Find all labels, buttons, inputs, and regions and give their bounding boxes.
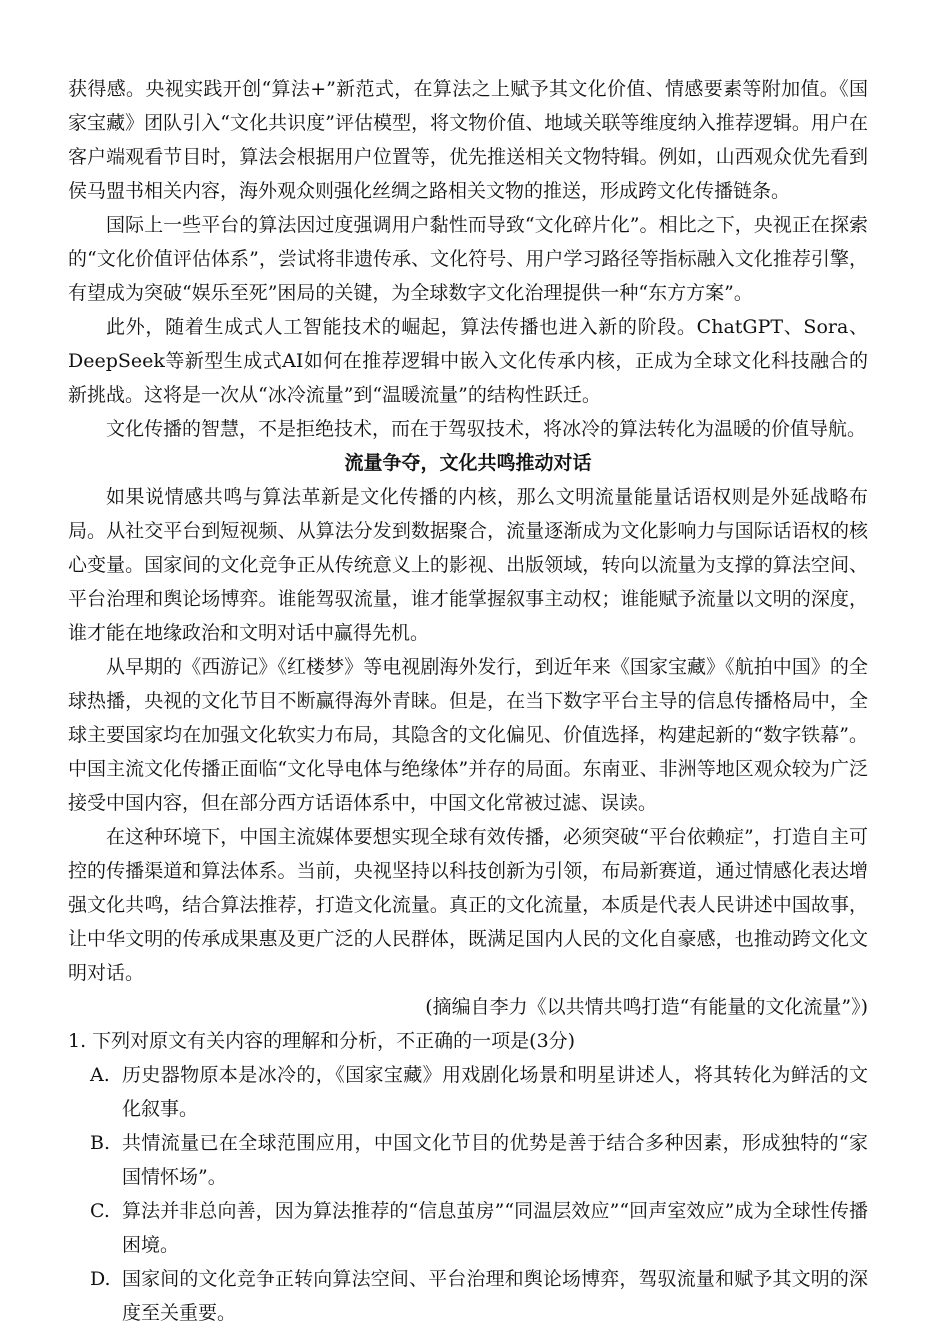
- body-paragraph: 国际上一些平台的算法因过度强调用户黏性而导致“文化碎片化”。相比之下，央视正在探索的“文化价值评估体系”，尝试将非遗传承、文化符号、用户学习路径等指标融入文化推荐引擎，有望成为突破“娱乐至死”困局的关键，为全球数字文化治理提供一种“东方方案”。: [68, 214, 868, 304]
- option-text: 历史器物原本是冰冷的，《国家宝藏》用戏剧化场景和明星讲述人，将其转化为鲜活的文化叙事。: [122, 1064, 868, 1120]
- answer-option-c: [68, 1194, 868, 1262]
- option-text: 国家间的文化竞争正转向算法空间、平台治理和舆论场博弈，驾驭流量和赋予其文明的深度至关重要。: [122, 1268, 868, 1324]
- option-text: 算法并非总向善，因为算法推荐的“信息茧房”“同温层效应”“回声室效应”成为全球性传播困境。: [122, 1200, 868, 1256]
- option-letter: C.: [90, 1200, 110, 1222]
- body-paragraph: 此外，随着生成式人工智能技术的崛起，算法传播也进入新的阶段。ChatGPT、Sora、DeepSeek等新型生成式AI如何在推荐逻辑中嵌入文化传承内核，正成为全球文化科技融合的新挑战。这将是一次从“冰冷流量”到“温暖流量”的结构性跃迁。: [68, 316, 868, 406]
- body-paragraph: 获得感。央视实践开创“算法+”新范式，在算法之上赋予其文化价值、情感要素等附加值。《国家宝藏》团队引入“文化共识度”评估模型，将文物价值、地域关联等维度纳入推荐逻辑。用户在客户端观看节目时，算法会根据用户位置等，优先推送相关文物特辑。例如，山西观众优先看到侯马盟书相关内容，海外观众则强化丝绸之路相关文物的推送，形成跨文化传播链条。: [68, 78, 868, 202]
- answer-option-a: [68, 1058, 868, 1126]
- body-paragraph: 从早期的《西游记》《红楼梦》等电视剧海外发行，到近年来《国家宝藏》《航拍中国》的全球热播，央视的文化节目不断赢得海外青睐。但是，在当下数字平台主导的信息传播格局中，全球主要国家均在加强文化软实力布局，其隐含的文化偏见、价值选择，构建起新的“数字铁幕”。中国主流文化传播正面临“文化导电体与绝缘体”并存的局面。东南亚、非洲等地区观众较为广泛接受中国内容，但在部分西方话语体系中，中国文化常被过滤、误读。: [68, 656, 868, 814]
- answer-option-b: [68, 1126, 868, 1194]
- source-citation: (摘编自李力《以共情共鸣打造“有能量的文化流量”》): [425, 996, 868, 1018]
- question-stem: 1. 下列对原文有关内容的理解和分析，不正确的一项是(3分): [68, 1030, 576, 1052]
- body-paragraph: 如果说情感共鸣与算法革新是文化传播的内核，那么文明流量能量话语权则是外延战略布局。从社交平台到短视频、从算法分发到数据聚合，流量逐渐成为文化影响力与国际话语权的核心变量。国家间的文化竞争正从传统意义上的影视、出版领域，转向以流量为支撑的算法空间、平台治理和舆论场博弈。谁能驾驭流量，谁才能掌握叙事主动权；谁能赋予流量以文明的深度，谁才能在地缘政治和文明对话中赢得先机。: [68, 486, 868, 644]
- answer-option-d: [68, 1262, 868, 1330]
- section-subheading: 流量争夺，文化共鸣推动对话: [344, 452, 592, 474]
- option-text: 共情流量已在全球范围应用，中国文化节目的优势是善于结合多种因素，形成独特的“家国情怀场”。: [122, 1132, 868, 1188]
- option-letter: D.: [90, 1268, 111, 1290]
- body-paragraph: 文化传播的智慧，不是拒绝技术，而在于驾驭技术，将冰冷的算法转化为温暖的价值导航。: [106, 418, 867, 440]
- option-letter: A.: [90, 1064, 110, 1086]
- option-letter: B.: [90, 1132, 111, 1154]
- body-paragraph: 在这种环境下，中国主流媒体要想实现全球有效传播，必须突破“平台依赖症”，打造自主可控的传播渠道和算法体系。当前，央视坚持以科技创新为引领，布局新赛道，通过情感化表达增强文化共鸣，结合算法推荐，打造文化流量。真正的文化流量，本质是代表人民讲述中国故事，让中华文明的传承成果惠及更广泛的人民群体，既满足国内人民的文化自豪感，也推动跨文化文明对话。: [68, 826, 868, 984]
